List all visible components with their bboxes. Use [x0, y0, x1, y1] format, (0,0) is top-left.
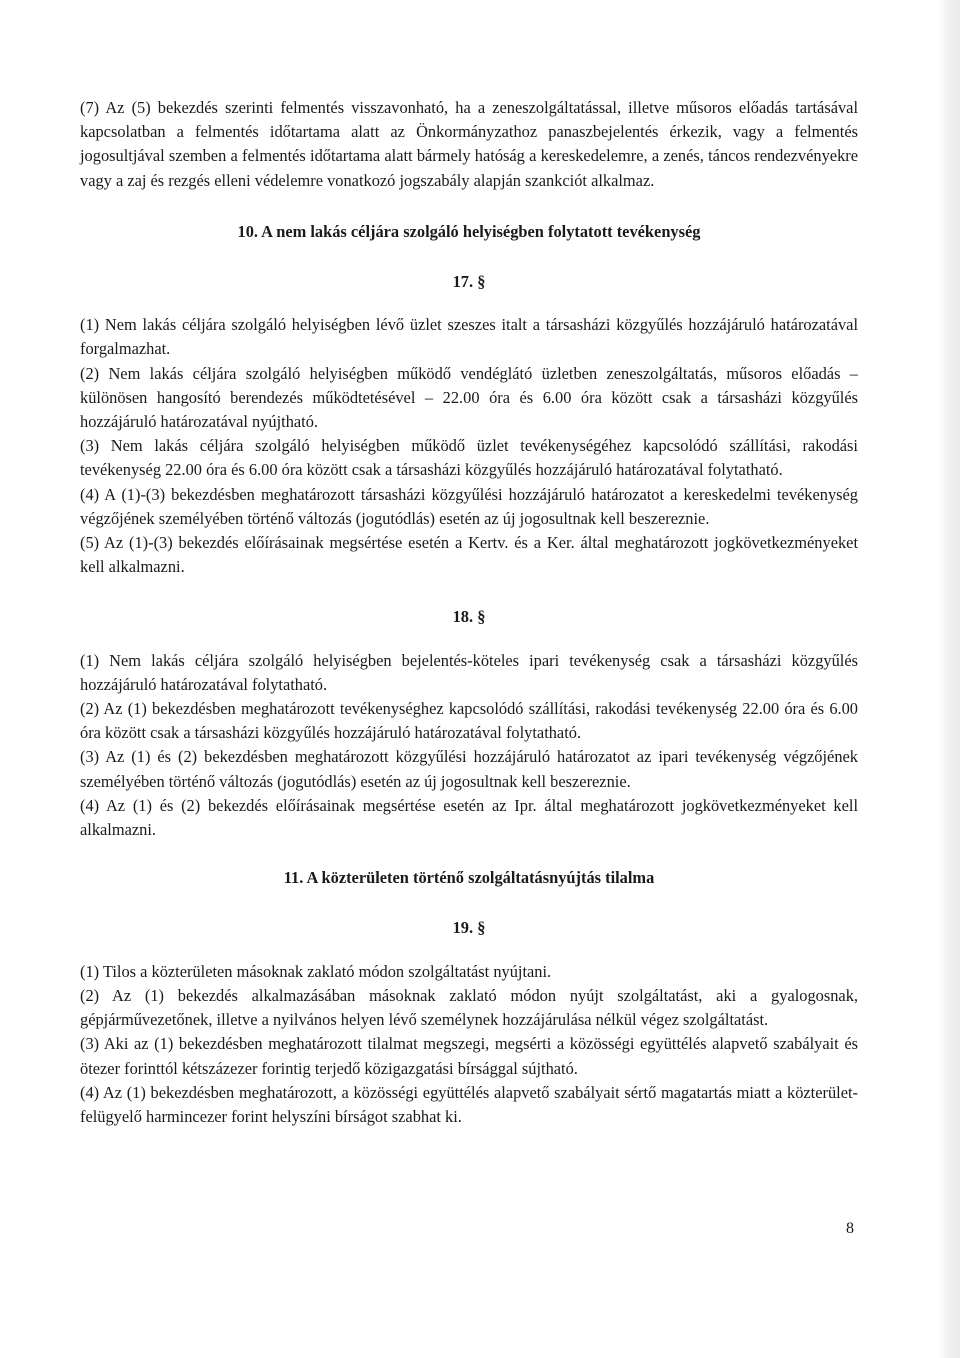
- chapter-10-title: 10. A nem lakás céljára szolgáló helyiségben folytatott tevékenység: [237, 221, 701, 241]
- page-number: 8: [846, 1220, 854, 1237]
- section-19-heading: 19. §: [452, 918, 486, 938]
- section-18-paragraph-1: (1) Nem lakás céljára szolgáló helyiségben bejelentés-köteles ipari tevékenység csak a társasházi közgyűlés hozzájáruló határozatával folytatható.: [80, 650, 858, 694]
- section-18-paragraph-2: (2) Az (1) bekezdésben meghatározott tevékenységhez kapcsolódó szállítási, rakodási tevékenység 22.00 óra és 6.00 óra között csak a társasházi közgyűlés hozzájáruló határozatával folytatható.: [80, 699, 858, 743]
- document-body: [80, 96, 858, 1129]
- paragraph-7: (7) Az (5) bekezdés szerinti felmentés visszavonható, ha a zeneszolgáltatással, illetve műsoros előadás tartásával kapcsolatban a felmentés időtartama alatt az Önkormányzathoz panaszbejelentés érkezik, vagy a felmentés jogosultjával szemben a felmentés időtartama alatt bármely hatóság a kereskedelemre, a zenés, táncos rendezvényekre vagy a zaj és rezgés elleni védelemre vonatkozó jogszabály alapján szankciót alkalmaz.: [80, 98, 858, 190]
- section-17-heading: 17. §: [452, 272, 486, 292]
- section-18-paragraph-3: (3) Az (1) és (2) bekezdésben meghatározott közgyűlési hozzájáruló határozatot az ipari tevékenység végzőjének személyében történő változás (jogutódlás) esetén az új jogosultnak kell beszereznie.: [80, 747, 858, 791]
- section-17-paragraph-5: (5) Az (1)-(3) bekezdés előírásainak megsértése esetén a Kertv. és a Ker. által meghatározott jogkövetkezményeket kell alkalmazni.: [80, 533, 858, 577]
- section-19-paragraph-3: (3) Aki az (1) bekezdésben meghatározott tilalmat megszegi, megsérti a közösségi együttélés alapvető szabályait és ötezer forinttól kétszázezer forintig terjedő közigazgatási bírsággal sújtható.: [80, 1034, 858, 1078]
- section-19-paragraph-4: (4) Az (1) bekezdésben meghatározott, a közösségi együttélés alapvető szabályait sértő magatartás miatt a közterület-felügyelő harmincezer forint helyszíni bírságot szabhat ki.: [80, 1082, 858, 1126]
- section-17-paragraph-4: (4) A (1)-(3) bekezdésben meghatározott társasházi közgyűlési hozzájáruló határozatot a kereskedelmi tevékenység végzőjének személyében történő változás (jogutódlás) esetén az új jogosultnak kell beszereznie.: [80, 484, 858, 528]
- chapter-11-title: 11. A közterületen történő szolgáltatásnyújtás tilalma: [283, 868, 655, 888]
- section-17-paragraph-3: (3) Nem lakás céljára szolgáló helyiségben működő üzlet tevékenységéhez kapcsolódó szállítási, rakodási tevékenység 22.00 óra és 6.00 óra között csak a társasházi közgyűlés hozzájáruló határozatával folytatható.: [80, 436, 858, 480]
- page-edge-shadow: [938, 0, 960, 1358]
- section-18-paragraph-4: (4) Az (1) és (2) bekezdés előírásainak megsértése esetén az Ipr. által meghatározott jogkövetkezményeket kell alkalmazni.: [80, 795, 858, 840]
- section-19-paragraph-1: (1) Tilos a közterületen másoknak zaklató módon szolgáltatást nyújtani.: [80, 961, 552, 981]
- section-19-paragraph-2: (2) Az (1) bekezdés alkalmazásában másoknak zaklató módon nyújt szolgáltatást, aki a gyalogosnak, gépjárművezetőnek, illetve a nyilvános helyen lévő személynek hozzájárulása nélkül végez szolgáltatást.: [80, 985, 858, 1030]
- section-17-paragraph-1: (1) Nem lakás céljára szolgáló helyiségben lévő üzlet szeszes italt a társasházi közgyűlés hozzájáruló határozatával forgalmazhat.: [80, 315, 858, 359]
- section-17-paragraph-2: (2) Nem lakás céljára szolgáló helyiségben működő vendéglátó üzletben zeneszolgáltatás, műsoros előadás – különösen hangosító berendezés működtetésével – 22.00 óra és 6.00 óra között csak a társasházi közgyűlés hozzájáruló határozatával nyújtható.: [80, 363, 858, 432]
- section-18-heading: 18. §: [452, 607, 486, 627]
